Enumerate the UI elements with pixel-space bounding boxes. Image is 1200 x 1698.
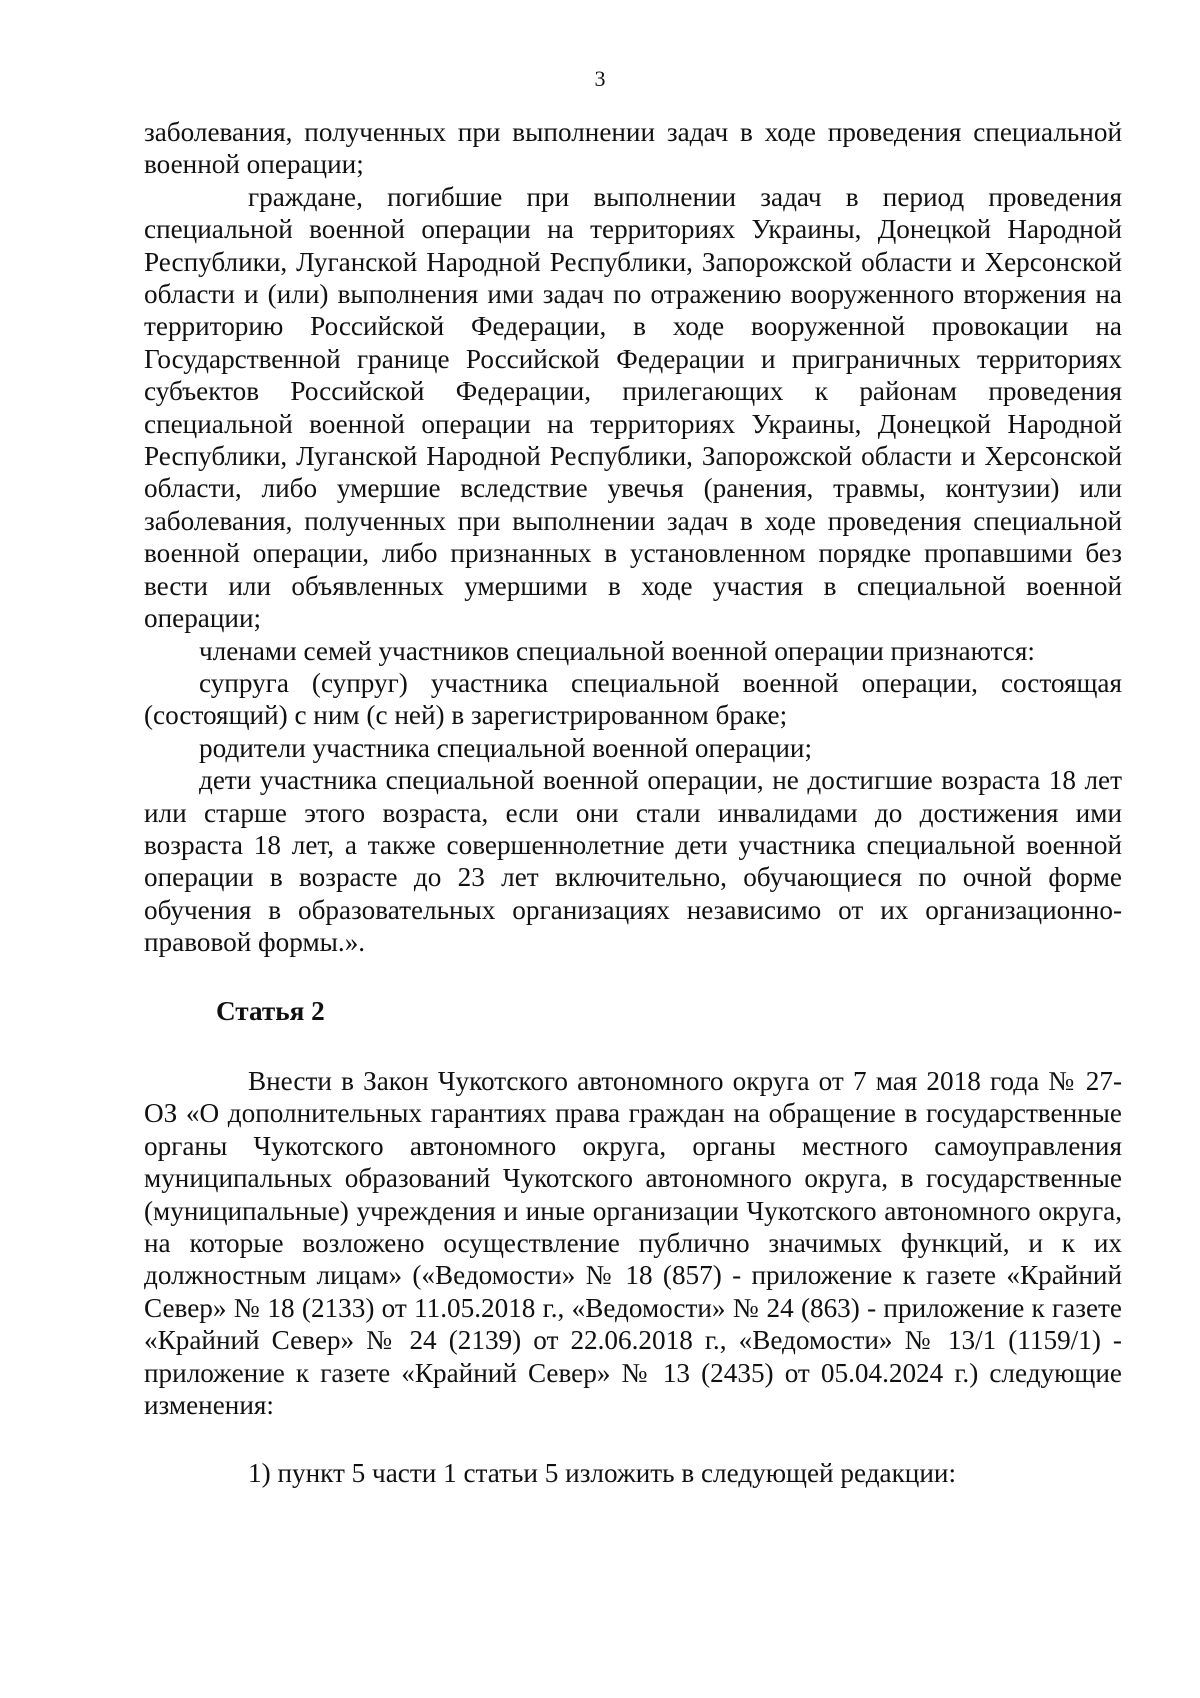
paragraph-family-members-intro: членами семей участников специальной военной операции признаются:	[199, 635, 1035, 666]
article-title: Статья 2	[216, 995, 325, 1026]
spacer	[144, 1421, 1122, 1457]
paragraph-amendment: Внести в Закон Чукотского автономного округа от 7 мая 2018 года № 27-ОЗ «О дополнительных гарантиях права граждан на обращение в государственные органы Чукотского автономного округа, органы местного самоуправления муниципальных образований Чукотского автономного округа, в государственные (муниципальные) учреждения и иные организации Чукотского автономного округа, на которые возложено осуществление публично значимых функций, и к их должностным лицам» («Ведомости» № 18 (857) - приложение к газете «Крайний Север» № 18 (2133) от 11.05.2018 г., «Ведомости» № 24 (863) - приложение к газете «Крайний Север» № 24 (2139) от 22.06.2018 г., «Ведомости» № 13/1 (1159/1) - приложение к газете «Крайний Север» № 13 (2435) от 05.04.2024 г.) следующие изменения:	[144, 1065, 1122, 1421]
paragraph-parents: родители участника специальной военной операции;	[199, 732, 812, 763]
page-number: 3	[594, 66, 606, 91]
paragraph-continuation: заболевания, полученных при выполнении задач в ходе проведения специальной военной операции;	[144, 117, 1122, 180]
list-item-1: 1) пункт 5 части 1 статьи 5 изложить в следующей редакции:	[248, 1458, 957, 1489]
paragraph-citizens-deceased: граждане, погибшие при выполнении задач в период проведения специальной военной операции на территориях Украины, Донецкой Народной Республики, Луганской Народной Республики, Запорожской области и Херсонской области и (или) выполнения ими задач по отражению вооруженного вторжения на территорию Российской Федерации, в ходе вооруженной провокации на Государственной границе Российской Федерации и приграничных территориях субъектов Российской Федерации, прилегающих к районам проведения специальной военной операции на территориях Украины, Донецкой Народной Республики, Луганской Народной Республики, Запорожской области и Херсонской области, либо умершие вследствие увечья (ранения, травмы, контузии) или заболевания, полученных при выполнении задач в ходе проведения специальной военной операции, либо признанных в установленном порядке пропавшими без вести или объявленных умершими в ходе участия в специальной военной операции;	[144, 181, 1122, 634]
paragraph-spouse: супруга (супруг) участника специальной военной операции, состоящая (состоящий) с ним (с ней) в зарегистрированном браке;	[144, 667, 1122, 731]
document-body	[144, 116, 1122, 1490]
paragraph-children: дети участника специальной военной операции, не достигшие возраста 18 лет или старше этого возраста, если они стали инвалидами до достижения ими возраста 18 лет, а также совершеннолетние дети участника специальной военной операции в возрасте до 23 лет включительно, обучающиеся по очной форме обучения в образовательных организациях независимо от их организационно-правовой формы.».	[144, 765, 1122, 958]
